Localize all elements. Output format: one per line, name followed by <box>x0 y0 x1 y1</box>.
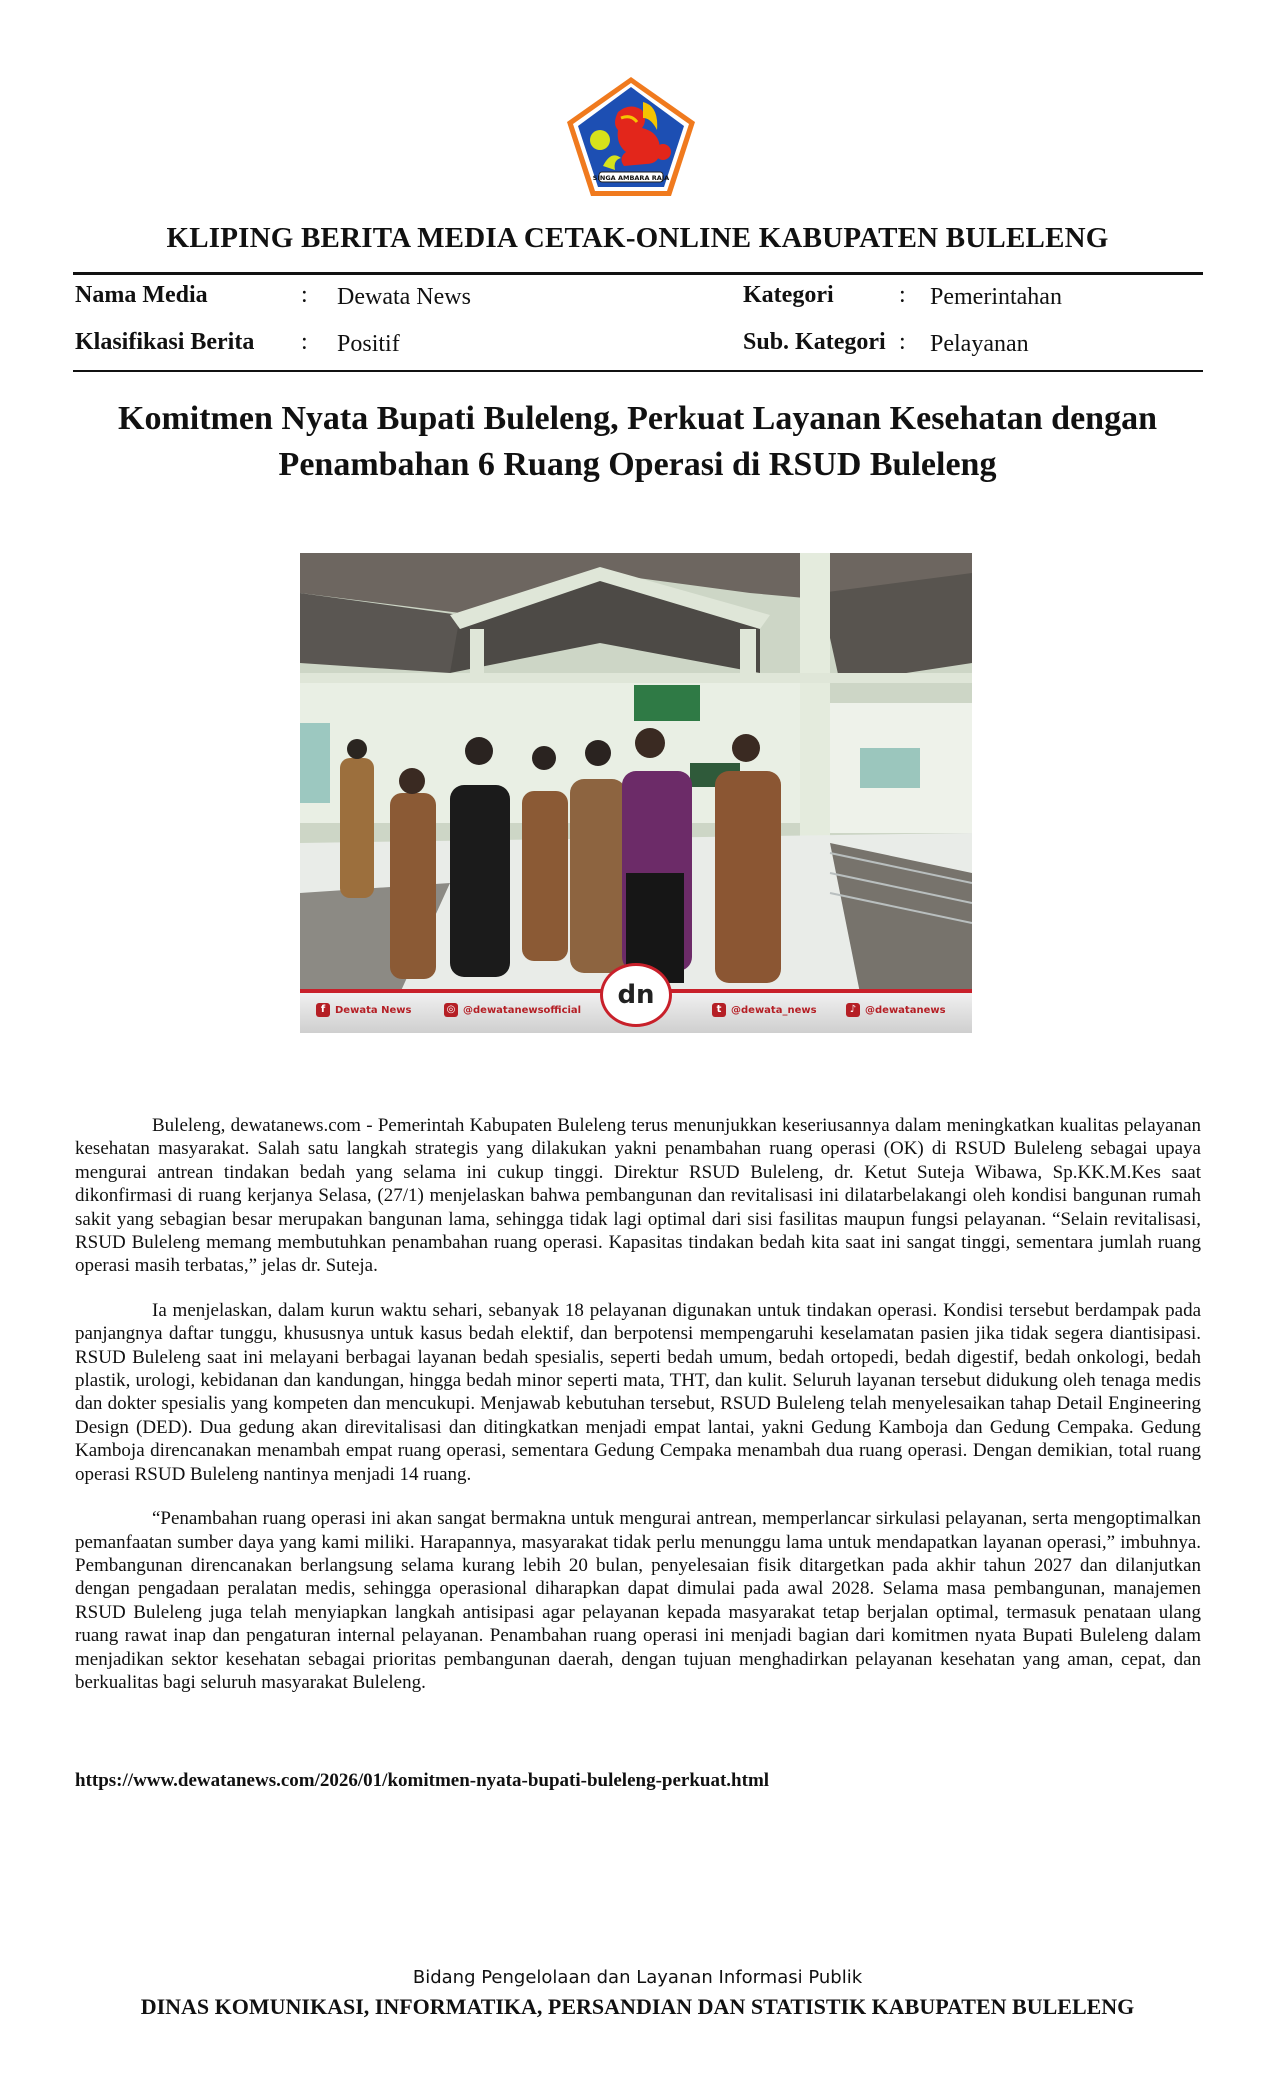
header-top-divider <box>73 272 1203 275</box>
hospital-corridor-photo <box>300 553 972 993</box>
sub-kategori-value: Pelayanan <box>930 331 1029 357</box>
klasifikasi-berita-value: Positif <box>337 331 400 357</box>
dewata-news-logo: dn <box>600 963 672 1027</box>
twitter-icon: t <box>712 1003 726 1017</box>
logo-motto: SINGA AMBARA RAJA <box>592 174 670 182</box>
social-facebook[interactable] <box>316 1003 411 1017</box>
instagram-label: @dewatanewsofficial <box>463 1004 582 1016</box>
facebook-icon: f <box>316 1003 330 1017</box>
headline-line-2: Penambahan 6 Ruang Operasi di RSUD Buleleng <box>278 446 997 483</box>
article-body <box>75 1114 1201 1715</box>
singa-ambara-raja-crest-icon <box>563 74 699 200</box>
kabupaten-buleleng-logo <box>563 74 699 200</box>
kategori-separator: : <box>899 282 906 308</box>
kategori-value: Pemerintahan <box>930 284 1062 310</box>
article-paragraph: “Penambahan ruang operasi ini akan sangat bermakna untuk mengurai antrean, memperlancar sirkulasi pelayanan, serta mengoptimalkan pemanfaatan sumber daya yang kami miliki. Harapannya, masyarakat tidak perlu menunggu lama untuk mendapatkan layanan operasi,” imbuhnya. Pembangunan direncanakan berlangsung selama kurang lebih 20 bulan, penyelesaian fisik ditargetkan pada akhir tahun 2027 dan dilanjutkan dengan pengadaan peralatan medis, sehingga operasional diharapkan dapat dimulai pada awal 2028. Selama masa pembangunan, manajemen RSUD Buleleng juga telah menyiapkan langkah antisipasi agar pelayanan kepada masyarakat tetap berjalan optimal, termasuk penataan ulang ruang rawat inap dan pengaturan internal pelayanan. Penambahan ruang operasi ini menjadi bagian dari komitmen nyata Bupati Buleleng dalam menjadikan sektor kesehatan sebagai prioritas pembangunan daerah, dengan tujuan menghadirkan pelayanan kesehatan yang aman, cepat, dan berkualitas bagi seluruh masyarakat Buleleng. <box>75 1508 1201 1693</box>
article-paragraph: Buleleng, dewatanews.com - Pemerintah Kabupaten Buleleng terus menunjukkan keseriusannya dalam meningkatkan kualitas pelayanan kesehatan masyarakat. Salah satu langkah strategis yang dilakukan yakni penambahan ruang operasi (OK) di RSUD Buleleng sebagai upaya mengurai antrean tindakan bedah yang selama ini cukup tinggi. Direktur RSUD Buleleng, dr. Ketut Suteja Wibawa, Sp.KK.M.Kes saat dikonfirmasi di ruang kerjanya Selasa, (27/1) menjelaskan bahwa pembangunan dan revitalisasi ini dilatarbelakangi oleh kondisi bangunan rumah sakit yang sebagian besar merupakan bangunan lama, sehingga tidak lagi optimal dari sisi fasilitas maupun fungsi pelayanan. “Selain revitalisasi, RSUD Buleleng memang membutuhkan penambahan ruang operasi. Kapasitas tindakan bedah kita saat ini sangat tinggi, sementara jumlah ruang operasi masih terbatas,” jelas dr. Suteja. <box>75 1115 1201 1277</box>
tiktok-label: @dewatanews <box>865 1004 946 1016</box>
source-url-link[interactable]: https://www.dewatanews.com/2026/01/komitmen-nyata-bupati-buleleng-perkuat.html <box>75 1770 770 1791</box>
sub-kategori-label: Sub. Kategori <box>743 329 886 355</box>
article-photo <box>300 553 972 1033</box>
social-instagram[interactable] <box>444 1003 581 1017</box>
article-paragraph: Ia menjelaskan, dalam kurun waktu sehari, sebanyak 18 pelayanan digunakan untuk tindakan operasi. Kondisi tersebut berdampak pada panjangnya daftar tunggu, khususnya untuk kasus bedah elektif, dan berpotensi mempengaruhi keselamatan pasien jika tidak segera diantisipasi. RSUD Buleleng saat ini melayani berbagai layanan bedah spesialis, seperti bedah umum, bedah ortopedi, bedah digestif, bedah onkologi, bedah plastik, urologi, kebidanan dan kandungan, hingga bedah minor seperti mata, THT, dan kulit. Seluruh layanan tersebut didukung oleh tenaga medis dan dokter spesialis yang kompeten dan mencukupi. Menjawab kebutuhan tersebut, RSUD Buleleng telah menyelesaikan tahap Detail Engineering Design (DED). Dua gedung akan direvitalisasi dan ditingkatkan menjadi empat lantai, yakni Gedung Kamboja dan Gedung Cempaka. Gedung Kamboja direncanakan menambah empat ruang operasi, sementara Gedung Cempaka menambah dua ruang operasi. Dengan demikian, total ruang operasi RSUD Buleleng nantinya menjadi 14 ruang. <box>75 1299 1201 1485</box>
document-title: KLIPING BERITA MEDIA CETAK-ONLINE KABUPATEN BULELENG <box>166 222 1109 254</box>
footer-office: DINAS KOMUNIKASI, INFORMATIKA, PERSANDIAN DAN STATISTIK KABUPATEN BULELENG <box>140 1994 1135 2019</box>
sub-kategori-separator: : <box>899 329 906 355</box>
tiktok-icon: ♪ <box>846 1003 860 1017</box>
footer-unit: Bidang Pengelolaan dan Layanan Informasi Publik <box>412 1967 863 1988</box>
nama-media-label: Nama Media <box>75 282 208 308</box>
instagram-icon: ◎ <box>444 1003 458 1017</box>
nama-media-separator: : <box>301 282 308 308</box>
klasifikasi-berita-label: Klasifikasi Berita <box>75 329 255 355</box>
kategori-label: Kategori <box>743 282 834 308</box>
headline-line-1: Komitmen Nyata Bupati Buleleng, Perkuat Layanan Kesehatan dengan <box>118 400 1157 437</box>
nama-media-value: Dewata News <box>337 284 471 310</box>
twitter-label: @dewata_news <box>731 1004 817 1016</box>
klasifikasi-separator: : <box>301 329 308 355</box>
social-twitter[interactable] <box>712 1003 817 1017</box>
article-headline <box>60 396 1215 488</box>
facebook-label: Dewata News <box>335 1004 412 1016</box>
header-bottom-divider <box>73 370 1203 372</box>
social-tiktok[interactable] <box>846 1003 946 1017</box>
